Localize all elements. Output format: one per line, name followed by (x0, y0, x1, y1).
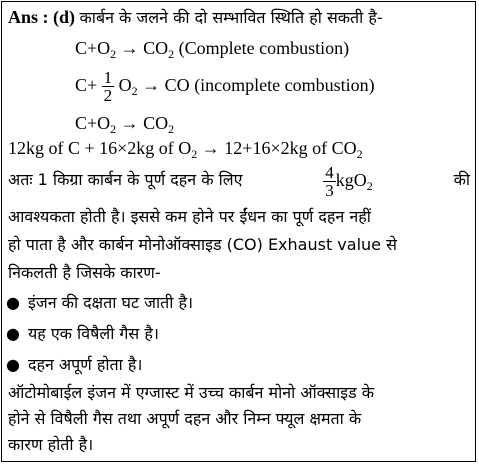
paragraph-text: की (453, 170, 470, 189)
reaction-rhs: CO (164, 75, 190, 95)
arrow-symbol: → (142, 75, 161, 95)
subscript: 2 (191, 147, 198, 161)
subscript: 2 (168, 47, 175, 61)
reaction-rhs: CO (143, 113, 169, 133)
bullet-icon: ● (6, 355, 20, 374)
reaction-lhs: C+O (75, 113, 111, 133)
bullet-item (6, 323, 159, 345)
fraction (102, 69, 115, 104)
answer-box (1, 1, 476, 462)
reaction-repeat (75, 112, 174, 136)
subscript: 2 (356, 147, 363, 161)
fraction-denominator: 3 (325, 181, 334, 201)
reactant: O (118, 75, 132, 95)
conclusion-line-2: होने से विषैली गैस तथा अपूर्ण दहन और निम्न फ्यूल क्षमता के (8, 409, 362, 428)
reaction-note: (Complete combustion) (178, 38, 350, 58)
oxygen-quantity (323, 162, 373, 200)
reaction-rhs: CO (143, 38, 169, 58)
subscript: 2 (168, 122, 175, 136)
fraction-denominator: 2 (103, 86, 113, 106)
subscript: 2 (110, 122, 117, 136)
bullet-item (6, 354, 142, 376)
answer-prefix: Ans : (d) (8, 7, 76, 27)
conclusion-line-1: ऑटोमोबाईल इंजन में एग्जास्ट में उच्च कार्बन मोनो ऑक्साइड के (8, 383, 375, 402)
bullet-text: इंजन की दक्षता घट जाती है। (27, 293, 194, 312)
bullet-icon: ● (6, 293, 20, 312)
paragraph-text: अतः 1 किग्रा कार्बन के पूर्ण दहन के लिए (8, 170, 243, 189)
reaction-incomplete (75, 68, 375, 104)
reaction-complete (75, 37, 349, 61)
paragraph-line-1 (8, 162, 470, 200)
mass-equation (8, 137, 363, 161)
fraction-numerator: 4 (325, 163, 334, 183)
reaction-lhs: C+ (75, 75, 98, 95)
subscript: 2 (366, 179, 373, 193)
fraction-numerator: 1 (103, 68, 113, 88)
arrow-symbol: → (120, 38, 139, 58)
paragraph-line-2: आवश्यकता होती है। इससे कम होने पर ईंधन का पूर्ण दहन नहीं (8, 207, 371, 226)
subscript: 2 (110, 47, 117, 61)
conclusion-line-3: कारण होती है। (8, 435, 94, 454)
bullet-item (6, 292, 193, 314)
paragraph-line-4: निकलती है जिसके कारण- (8, 263, 161, 282)
arrow-symbol: → (201, 138, 220, 158)
mass-lhs: 12kg of C + 16×2kg of O (8, 138, 192, 158)
unit: kgO (335, 170, 367, 190)
bullet-icon: ● (6, 324, 20, 343)
arrow-symbol: → (120, 113, 139, 133)
bullet-text: यह एक विषैली गैस है। (27, 324, 159, 343)
bullet-text: दहन अपूर्ण होता है। (27, 355, 143, 374)
reaction-note: (incomplete combustion) (194, 75, 375, 95)
reaction-lhs: C+O (75, 38, 111, 58)
answer-intro: कार्बन के जलने की दो सम्भावित स्थिति हो सकती है- (79, 8, 383, 27)
answer-heading (8, 6, 383, 29)
subscript: 2 (131, 84, 138, 98)
mass-rhs: 12+16×2kg of CO (224, 138, 357, 158)
fraction (323, 164, 336, 199)
paragraph-line-3: हो पाता है और कार्बन मोनोऑक्साइड (CO) Exhaust value से (8, 235, 397, 254)
